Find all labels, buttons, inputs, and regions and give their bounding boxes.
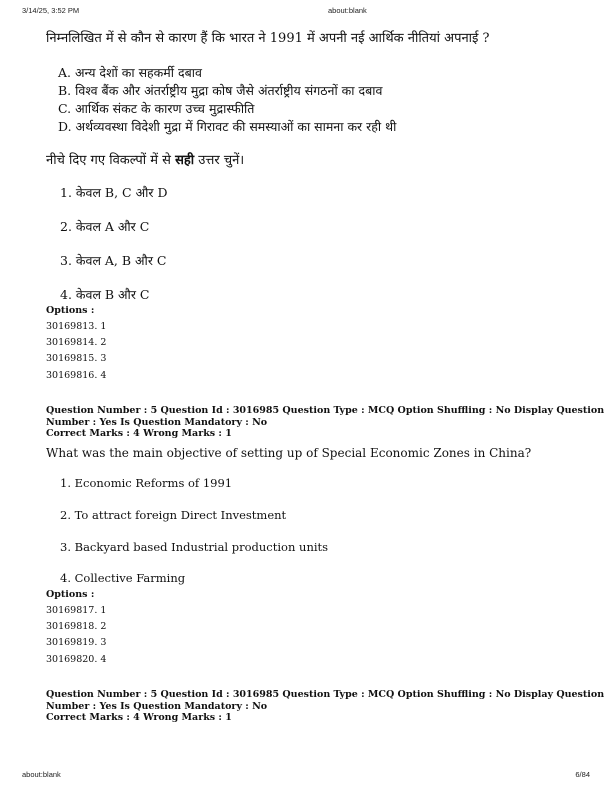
- q1-statement-b: B. विश्व बैंक और अंतर्राष्ट्रीय मुद्रा कोष जैसे अंतर्राष्ट्रीय संगठनों का दबाव: [58, 83, 383, 98]
- q3-meta: [46, 689, 605, 724]
- page-number: 6/84: [575, 770, 590, 779]
- q1-instruction-pre: नीचे दिए गए विकल्पों में से: [46, 153, 176, 168]
- q1-choice-3: 3. केवल A, B और C: [60, 253, 167, 268]
- q1-instruction-post: उत्तर चुनें।: [194, 153, 245, 168]
- q3-meta-line-2: Number : Yes Is Question Mandatory : No: [46, 700, 268, 712]
- q2-meta-line-3: Correct Marks : 4 Wrong Marks : 1: [46, 428, 232, 439]
- q2-question: What was the main objective of setting up of Special Economic Zones in China?: [46, 446, 532, 460]
- q1-choice-2: 2. केवल A और C: [60, 219, 150, 234]
- q1-question: निम्नलिखित में से कौन से कारण हैं कि भारत ने 1991 में अपनी नई आर्थिक नीतियां अपनाई ?: [46, 31, 490, 46]
- q2-option-4: 30169820. 4: [46, 654, 107, 665]
- q1-option-3: 30169815. 3: [46, 353, 107, 364]
- q1-statement-a: A. अन्य देशों का सहकर्मी दबाव: [58, 65, 202, 80]
- q2-meta: [46, 405, 605, 440]
- q1-choice-4: 4. केवल B और C: [60, 287, 150, 302]
- q2-options-label: Options :: [46, 589, 95, 600]
- print-url: about:blank: [328, 6, 367, 15]
- q2-meta-line-1: Question Number : 5 Question Id : 3016985 Question Type : MCQ Option Shuffling : No Display Question: [46, 405, 605, 416]
- q1-instruction: [46, 150, 244, 168]
- q3-meta-line-3: Correct Marks : 4 Wrong Marks : 1: [46, 712, 232, 723]
- print-datetime: 3/14/25, 3:52 PM: [22, 6, 80, 15]
- q1-instruction-bold: सही: [175, 153, 195, 168]
- q2-option-2: 30169818. 2: [46, 621, 107, 632]
- q2-choice-2: 2. To attract foreign Direct Investment: [60, 508, 287, 522]
- q3-meta-line-1: Question Number : 5 Question Id : 3016985 Question Type : MCQ Option Shuffling : No Display Question: [46, 689, 605, 700]
- q1-statement-d: D. अर्थव्यवस्था विदेशी मुद्रा में गिरावट की समस्याओं का सामना कर रही थी: [58, 119, 397, 134]
- q2-choice-3: 3. Backyard based Industrial production units: [60, 540, 329, 554]
- q1-options-label: Options :: [46, 305, 95, 316]
- q1-option-4: 30169816. 4: [46, 370, 107, 381]
- q1-choice-1: 1. केवल B, C और D: [60, 185, 168, 200]
- q2-choice-1: 1. Economic Reforms of 1991: [60, 476, 233, 490]
- q2-meta-line-2: Number : Yes Is Question Mandatory : No: [46, 416, 268, 428]
- footer-url: about:blank: [22, 770, 61, 779]
- q1-option-2: 30169814. 2: [46, 337, 107, 348]
- q2-choice-4: 4. Collective Farming: [60, 571, 186, 585]
- q2-option-3: 30169819. 3: [46, 637, 107, 648]
- q1-option-1: 30169813. 1: [46, 321, 107, 332]
- q2-option-1: 30169817. 1: [46, 605, 107, 616]
- q1-statements: [58, 64, 396, 136]
- q1-statement-c: C. आर्थिक संकट के कारण उच्च मुद्रास्फीति: [58, 101, 255, 116]
